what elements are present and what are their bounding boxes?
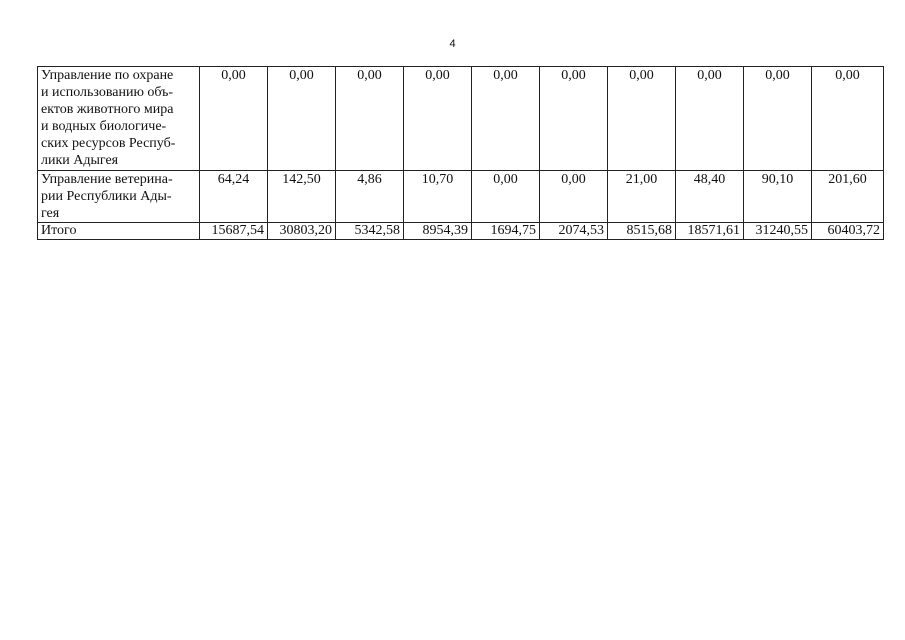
value-cell: 0,00 — [472, 171, 540, 223]
row-name-line: лики Адыгея — [41, 153, 119, 168]
value-cell: 48,40 — [676, 171, 744, 223]
row-name-line: ских ресурсов Респуб- — [41, 136, 176, 151]
total-value-cell: 15687,54 — [200, 223, 268, 240]
value-cell: 201,60 — [812, 171, 884, 223]
row-name-cell — [38, 67, 200, 171]
value-cell: 4,86 — [336, 171, 404, 223]
table-row — [38, 67, 884, 171]
row-name-line: рии Республики Ады- — [41, 189, 172, 204]
total-value-cell: 8515,68 — [608, 223, 676, 240]
value-cell: 64,24 — [200, 171, 268, 223]
total-value-cell: 2074,53 — [540, 223, 608, 240]
total-value-cell: 1694,75 — [472, 223, 540, 240]
total-value-cell: 8954,39 — [404, 223, 472, 240]
row-name-line: Управление по охране — [41, 68, 174, 83]
value-cell: 0,00 — [268, 67, 336, 171]
row-name-line: ектов животного мира — [41, 102, 174, 117]
budget-table — [37, 66, 884, 240]
total-value-cell: 30803,20 — [268, 223, 336, 240]
total-value-cell: 31240,55 — [744, 223, 812, 240]
value-cell: 0,00 — [472, 67, 540, 171]
row-name-line: гея — [41, 206, 60, 221]
row-name-cell — [38, 171, 200, 223]
value-cell: 10,70 — [404, 171, 472, 223]
value-cell: 0,00 — [676, 67, 744, 171]
total-value-cell: 60403,72 — [812, 223, 884, 240]
value-cell: 0,00 — [404, 67, 472, 171]
row-name-line: и водных биологиче- — [41, 119, 167, 134]
value-cell: 0,00 — [200, 67, 268, 171]
total-value-cell: 18571,61 — [676, 223, 744, 240]
row-name-line: и использованию объ- — [41, 85, 174, 100]
value-cell: 0,00 — [336, 67, 404, 171]
value-cell: 0,00 — [744, 67, 812, 171]
value-cell: 142,50 — [268, 171, 336, 223]
value-cell: 0,00 — [540, 171, 608, 223]
page-number: 4 — [449, 38, 456, 50]
row-name-line: Управление ветерина- — [41, 172, 173, 187]
value-cell: 0,00 — [608, 67, 676, 171]
value-cell: 21,00 — [608, 171, 676, 223]
total-value-cell: 5342,58 — [336, 223, 404, 240]
total-row — [38, 223, 884, 240]
total-label: Итого — [38, 223, 200, 240]
value-cell: 90,10 — [744, 171, 812, 223]
value-cell: 0,00 — [812, 67, 884, 171]
table-row — [38, 171, 884, 223]
value-cell: 0,00 — [540, 67, 608, 171]
